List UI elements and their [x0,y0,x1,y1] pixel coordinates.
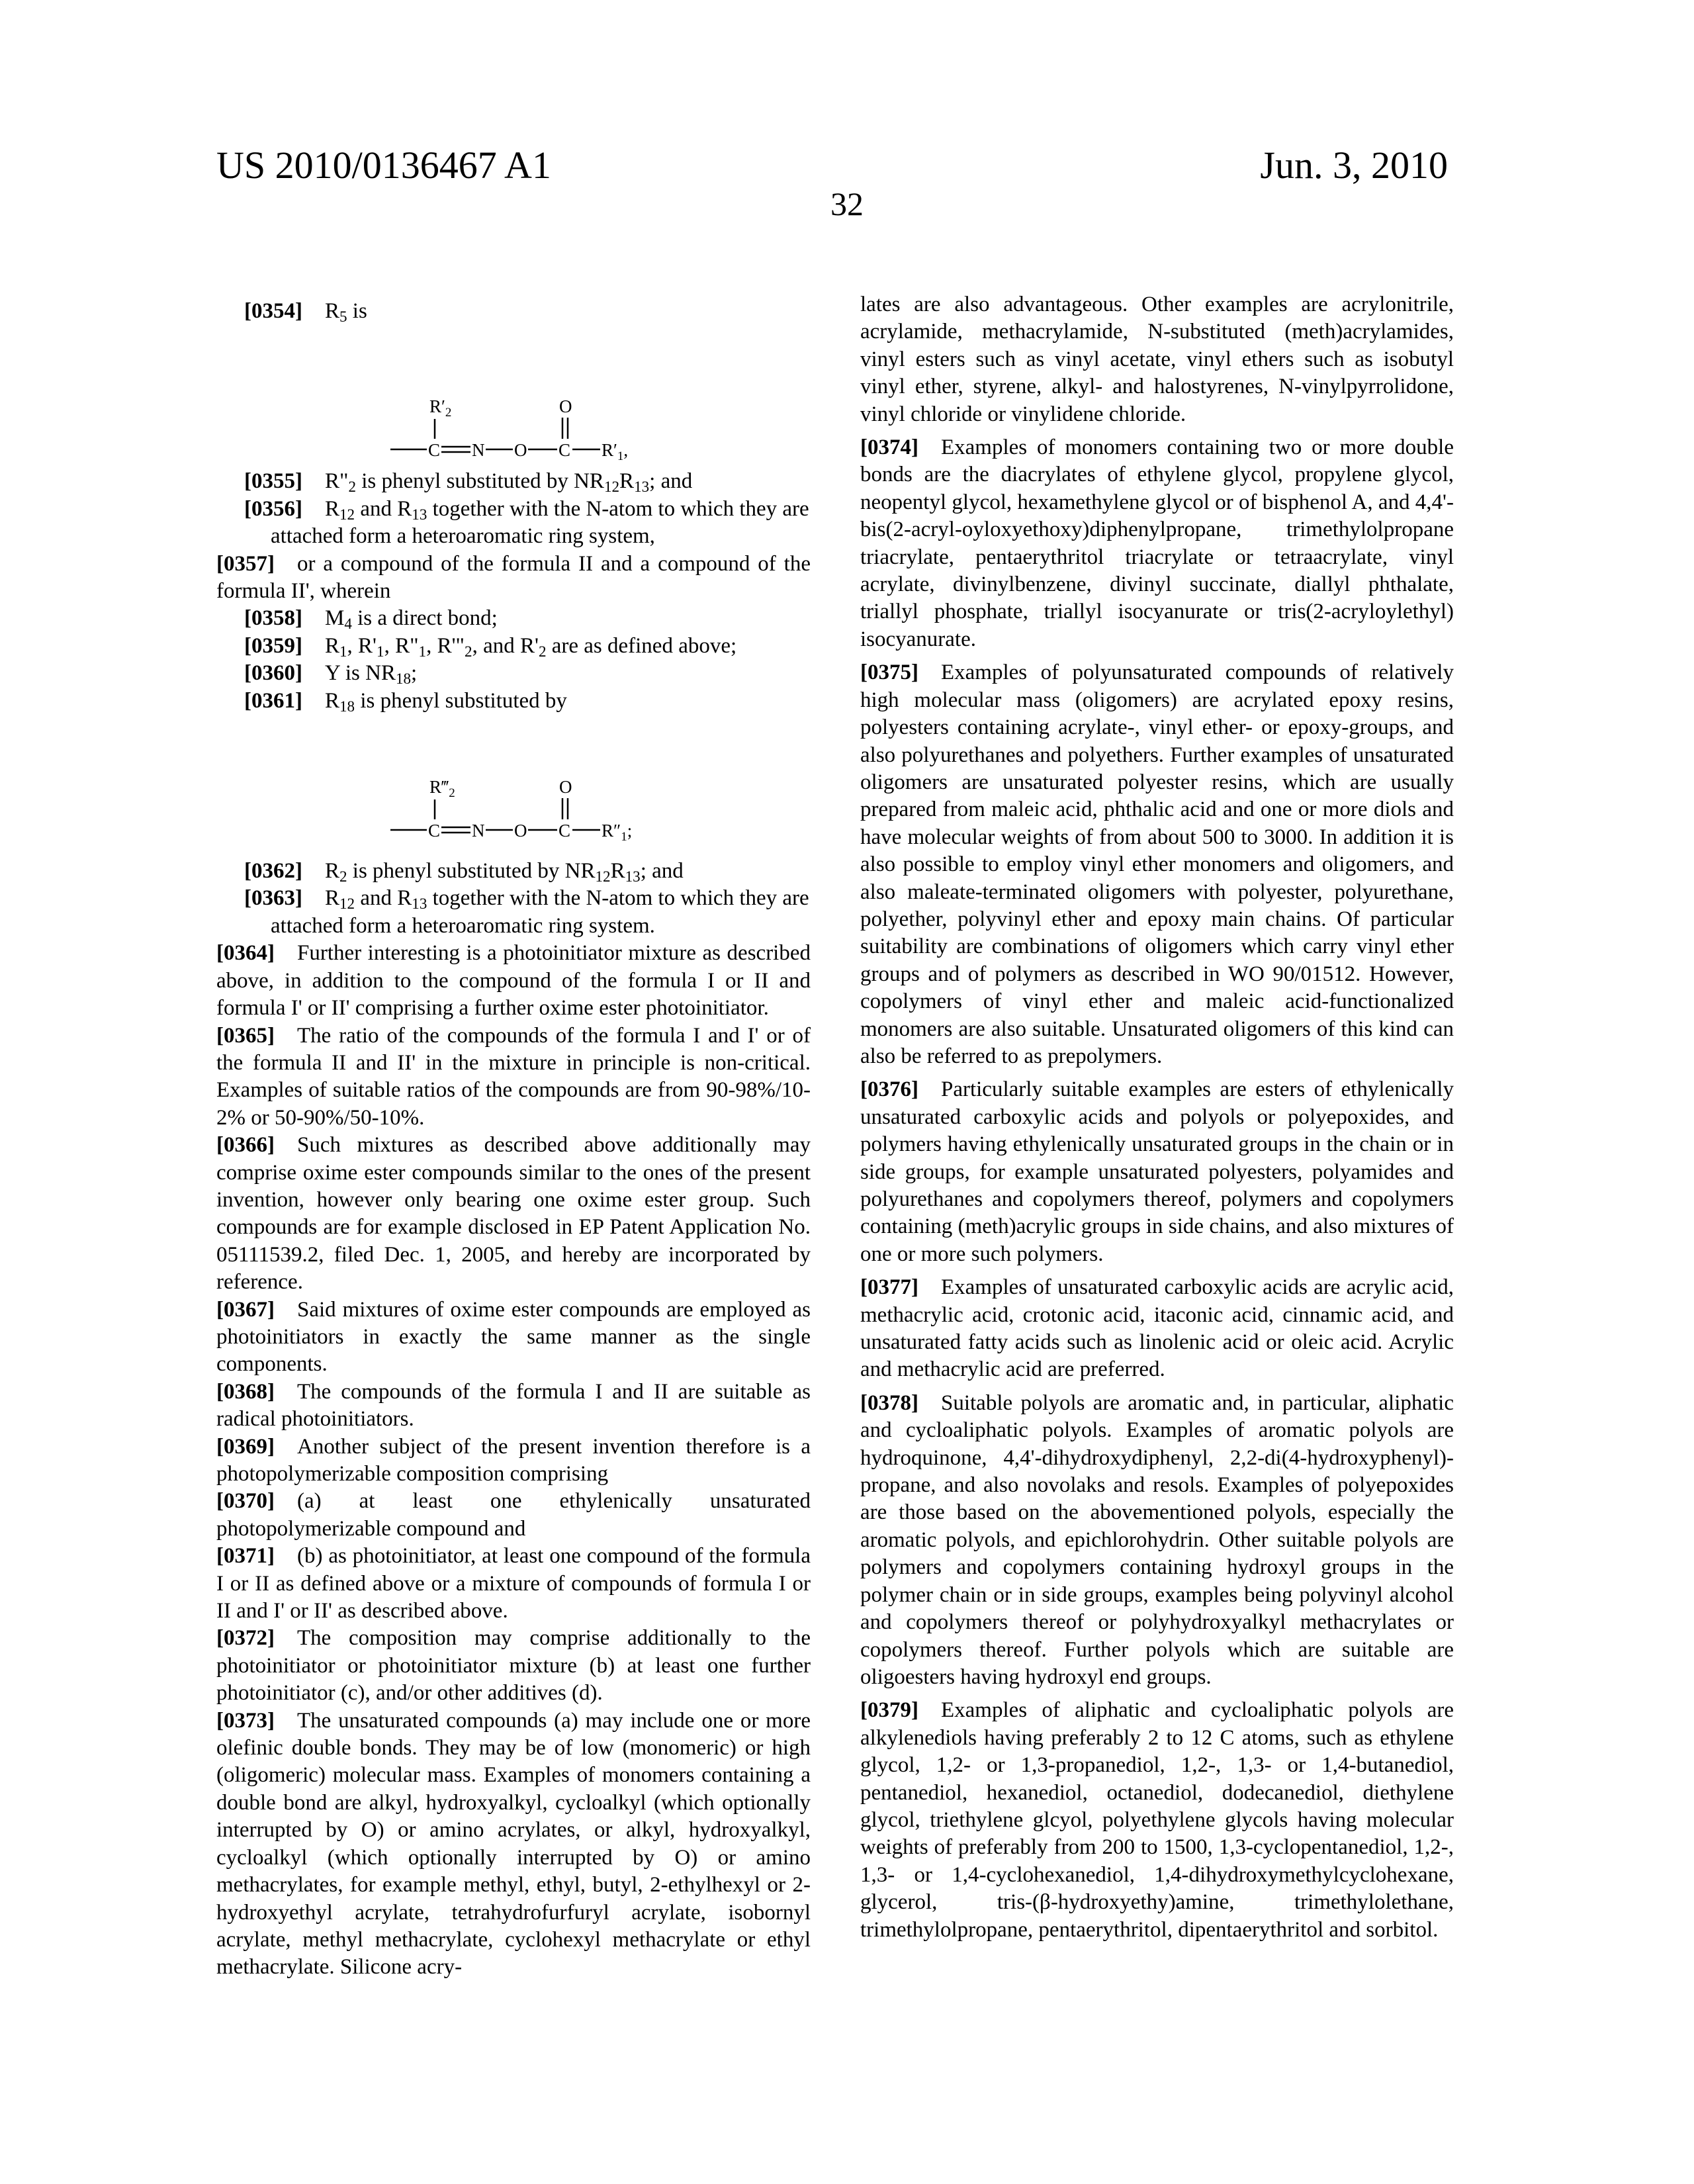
paragraph-0377 [860,1274,1454,1384]
publication-date: Jun. 3, 2010 [1260,144,1448,187]
paragraph-text: The composition may comprise additionally to the photoinitiator or photoinitiator mixture (b) at least one further photoinitiator (c), and/or other additives (d). [216,1626,811,1706]
paragraph-text: Particularly suitable examples are esters of ethylenically unsaturated carboxylic acids and polyols or polyepoxides, and polymers having ethylenically unsaturated groups in the chain or in side groups, for example unsaturated polyesters, polyamides and polyurethanes and copolymers thereof, polymers and copolymers containing (meth)acrylic groups in side chains, and also mixtures of one or more such polymers. [860,1077,1454,1266]
paragraph-0361: [0361] $R_{18}$ is phenyl substituted by [244,688,567,715]
atom-o: O [514,821,527,841]
chemical-structure-oxime-ester-2 [216,715,811,858]
paragraph-number: [0358] [244,606,302,631]
paragraph-0365 [216,1023,811,1132]
publication-number: US 2010/0136467 A1 [216,144,551,187]
paragraph-text: Examples of monomers containing two or more double bonds are the diacrylates of ethylene glycol, propylene glycol, neopentyl glycol, hexamethylene glycol or of bisphenol A, and 4,4'-bis(2-acryl-oyloxyethoxy)diphenylpropane, trimethylolpropane triacrylate, pentaerythritol triacrylate or tetraacrylate, vinyl acrylate, divinylbenzene, divinyl succinate, diallyl phthalate, triallyl phosphate, triallyl isocyanurate or tris(2-acryloylethyl) isocyanurate. [860,435,1454,651]
paragraph-0369 [216,1433,811,1488]
paragraph-number: [0378] [860,1390,918,1415]
atom-n: N [472,440,485,461]
paragraph-0374 [860,434,1454,653]
paragraph-0359: [0359] $R_1$, $R'_1$, $R"_1$, $R'"_2$, and $R'_2$ are as defined above; [244,633,737,660]
atom-c1: C [428,440,441,461]
paragraph-0366 [216,1132,811,1296]
paragraph-text: Another subject of the present invention therefore is a photopolymerizable composition comprising [216,1434,811,1486]
paragraph-number: [0367] [216,1297,275,1322]
paragraph-0356: [0356] $R_{12}$ and $R_{13}$ together with the N-atom to which they are attached form a heteroaromatic ring system, [244,496,809,549]
atom-carbonyl-o: O [559,396,572,417]
paragraph-text: Suitable polyols are aromatic and, in particular, aliphatic and cycloaliphatic polyols. Examples of aromatic polyols are hydroquinone, 4,4'-dihydroxydiphenyl, 2,2-di(4-hydroxyphenyl)-propane, and also novolaks and resols. Examples of polyepoxides are those based on the abovementioned polyols, especially the aromatic polyols, and epichlorohydrin. Other suitable polyols are polymers and copolymers containing hydroxyl groups in the polymer chain or in side groups, examples being polyvinyl alcohol and copolymers thereof or polyhydroxyalkyl methacrylates or copolymers thereof. Further polyols which are suitable are oligoesters having hydroxyl end groups. [860,1390,1454,1689]
paragraph-continuation: lates are also advantageous. Other examples are acrylonitrile, acrylamide, methacrylamide, N-substituted (meth)acrylamides, vinyl esters such as vinyl acetate, vinyl ethers such as isobutyl vinyl ether, styrene, alkyl- and halostyrenes, N-vinylpyrrolidone, vinyl chloride or vinylidene chloride. [860,293,1454,426]
paragraph-number: [0356] [244,496,302,521]
left-paragraph-list [216,940,811,1981]
paragraph-number: [0364] [216,941,275,966]
paragraph-number: [0366] [216,1133,275,1158]
paragraph-text: Said mixtures of oxime ester compounds are employed as photoinitiators in exactly the same manner as the single components. [216,1297,811,1377]
paragraph-number: [0369] [216,1434,275,1459]
paragraph-0368 [216,1379,811,1433]
paragraph-0370 [216,1488,811,1543]
paragraph-number: [0379] [860,1698,918,1723]
paragraph-0355: [0355] $R"_2$ is phenyl substituted by $NR_{12}R_{13}$; and [244,469,693,496]
substituent-top-label: $R'_2$ [429,396,452,420]
right-paragraph-list [860,434,1454,1944]
paragraph-number: [0355] [244,469,302,494]
paragraph-text: (a) at least one ethylenically unsaturated photopolymerizable compound and [216,1489,811,1541]
atom-c2: C [558,821,571,841]
paragraph-0373 [216,1707,811,1981]
paragraph-0378 [860,1390,1454,1691]
atom-n: N [472,821,485,841]
paragraph-number: [0359] [244,633,302,658]
right-column [860,291,1454,1944]
paragraph-number: [0361] [244,688,302,713]
paragraph-number: [0372] [216,1626,275,1651]
atom-o: O [514,440,527,461]
atom-c1: C [428,821,441,841]
paragraph-number: [0354] [244,299,302,323]
paragraph-0375 [860,659,1454,1070]
paragraph-number: [0376] [860,1077,918,1102]
structure-svg [216,325,811,468]
paragraph-number: [0377] [860,1275,918,1300]
left-column [216,291,811,1981]
paragraph-number: [0365] [216,1023,275,1048]
paragraph-0363: [0363] $R_{12}$ and $R_{13}$ together with the N-atom to which they are attached form a heteroaromatic ring system. [244,886,809,938]
paragraph-0358: [0358] $M_4$ is a direct bond; [244,606,498,633]
paragraph-text: The compounds of the formula I and II are suitable as radical photoinitiators. [216,1379,811,1432]
paragraph-0371 [216,1543,811,1625]
paragraph-0379 [860,1697,1454,1944]
paragraph-text: The unsaturated compounds (a) may include one or more olefinic double bonds. They may be of low (monomeric) or high (oligomeric) molecular mass. Examples of monomers containing a double bond are alkyl, hydroxyalkyl, cycloalkyl (which optionally interrupted by O) or amino acrylates, or alkyl, hydroxyalkyl, cycloalkyl (which optionally interrupted by O) or amino methacrylates, for example methyl, ethyl, butyl, 2-ethylhexyl or 2-hydroxyethyl acrylate, tetrahydrofurfuryl acrylate, isobornyl acrylate, methyl methacrylate, cyclohexyl methacrylate or ethyl methacrylate. Silicone acry- [216,1708,811,1979]
paragraph-text: Examples of polyunsaturated compounds of relatively high molecular mass (oligomers) are acrylated epoxy resins, polyesters containing acrylate-, vinyl ether- or epoxy-groups, and also polyurethanes and polyethers. Further examples of unsaturated oligomers are unsaturated polyester resins, which are usually prepared from maleic acid, phthalic acid and one or more diols and have molecular weights of from about 500 to 3000. In addition it is also possible to employ vinyl ether monomers and oligomers, and also maleate-terminated oligomers with polyester, polyurethane, polyether, polyvinyl ether and epoxy main chains. Of particular suitability are combinations of oligomers which carry vinyl ether groups and of polymers as described in WO 90/01512. However, copolymers of vinyl ether and maleic acid-functionalized monomers are also suitable. Unsaturated oligomers of this kind can also be referred to as prepolymers. [860,660,1454,1068]
paragraph-number: [0373] [216,1708,275,1733]
paragraph-text: (b) as photoinitiator, at least one compound of the formula I or II as defined above or a mixture of compounds of formula I or II and I' or II' as described above. [216,1544,811,1623]
page-number: 32 [830,185,864,222]
paragraph-0360: [0360] Y is $NR_{18}$; [244,661,418,688]
paragraph-0357: [0357] or a compound of the formula II and a compound of the formula II', wherein [216,551,811,604]
paragraph-number: [0374] [860,435,918,460]
paragraph-text: Examples of aliphatic and cycloaliphatic polyols are alkylenediols having preferably 2 to 12 C atoms, such as ethylene glycol, 1,2- or 1,3-propanediol, 1,2-, 1,3- or 1,4-butanediol, pentanediol, hexanediol, octanediol, dodecanediol, diethylene glycol, triethylene glcyol, polyethylene glycols having molecular weights of preferably from 200 to 1500, 1,3-cyclopentanediol, 1,2-, 1,3- or 1,4-cyclohexanediol, 1,4-dihydroxymethylcyclohexane, glycerol, tris-(β-hydroxyethy)amine, trimethylolethane, trimethylolpropane, pentaerythritol, dipentaerythritol and sorbitol. [860,1698,1454,1942]
paragraph-number: [0363] [244,886,302,911]
paragraph-number: [0375] [860,660,918,685]
paragraph-text: Further interesting is a photoinitiator mixture as described above, in addition to the compound of the formula I or II and formula I' or II' comprising a further oxime ester photoinitiator. [216,941,811,1021]
paragraph-number: [0370] [216,1489,275,1514]
paragraph-0362: [0362] $R_2$ is phenyl substituted by $NR_{12}R_{13}$; and [244,859,684,885]
substituent-end-label: $R''_1$; [602,821,633,844]
paragraph-text: Such mixtures as described above additionally may comprise oxime ester compounds similar to the ones of the present invention, however only bearing one oxime ester group. Such compounds are for example disclosed in EP Patent Application No. 05111539.2, filed Dec. 1, 2005, and hereby are incorporated by reference. [216,1133,811,1295]
paragraph-number: [0362] [244,859,302,884]
paragraph-0364 [216,940,811,1022]
substituent-end-label: $R'_1$, [602,440,629,464]
chemical-structure-oxime-ester-1 [216,325,811,468]
atom-carbonyl-o: O [559,777,572,797]
atom-c2: C [558,440,571,461]
structure-svg [216,715,811,858]
paragraph-text: The ratio of the compounds of the formula I and I' or of the formula II and II' in the mixture in principle is non-critical. Examples of suitable ratios of the compounds are from 90-98%/10-2% or 50-90%/50-10%. [216,1023,811,1130]
paragraph-text: Examples of unsaturated carboxylic acids are acrylic acid, methacrylic acid, crotonic acid, itaconic acid, cinnamic acid, and unsaturated fatty acids such as linolenic acid or oleic acid. Acrylic and methacrylic acid are preferred. [860,1275,1454,1382]
paragraph-number: [0371] [216,1544,275,1569]
paragraph-0372 [216,1625,811,1707]
paragraph-0354: [0354] $R_5$ is [244,299,367,325]
paragraph-0376 [860,1076,1454,1268]
paragraph-number: [0360] [244,661,302,686]
paragraph-number: [0357] [216,551,275,576]
paragraph-0367 [216,1297,811,1379]
substituent-top-label: $R‴_2$ [429,777,455,801]
paragraph-number: [0368] [216,1379,275,1404]
